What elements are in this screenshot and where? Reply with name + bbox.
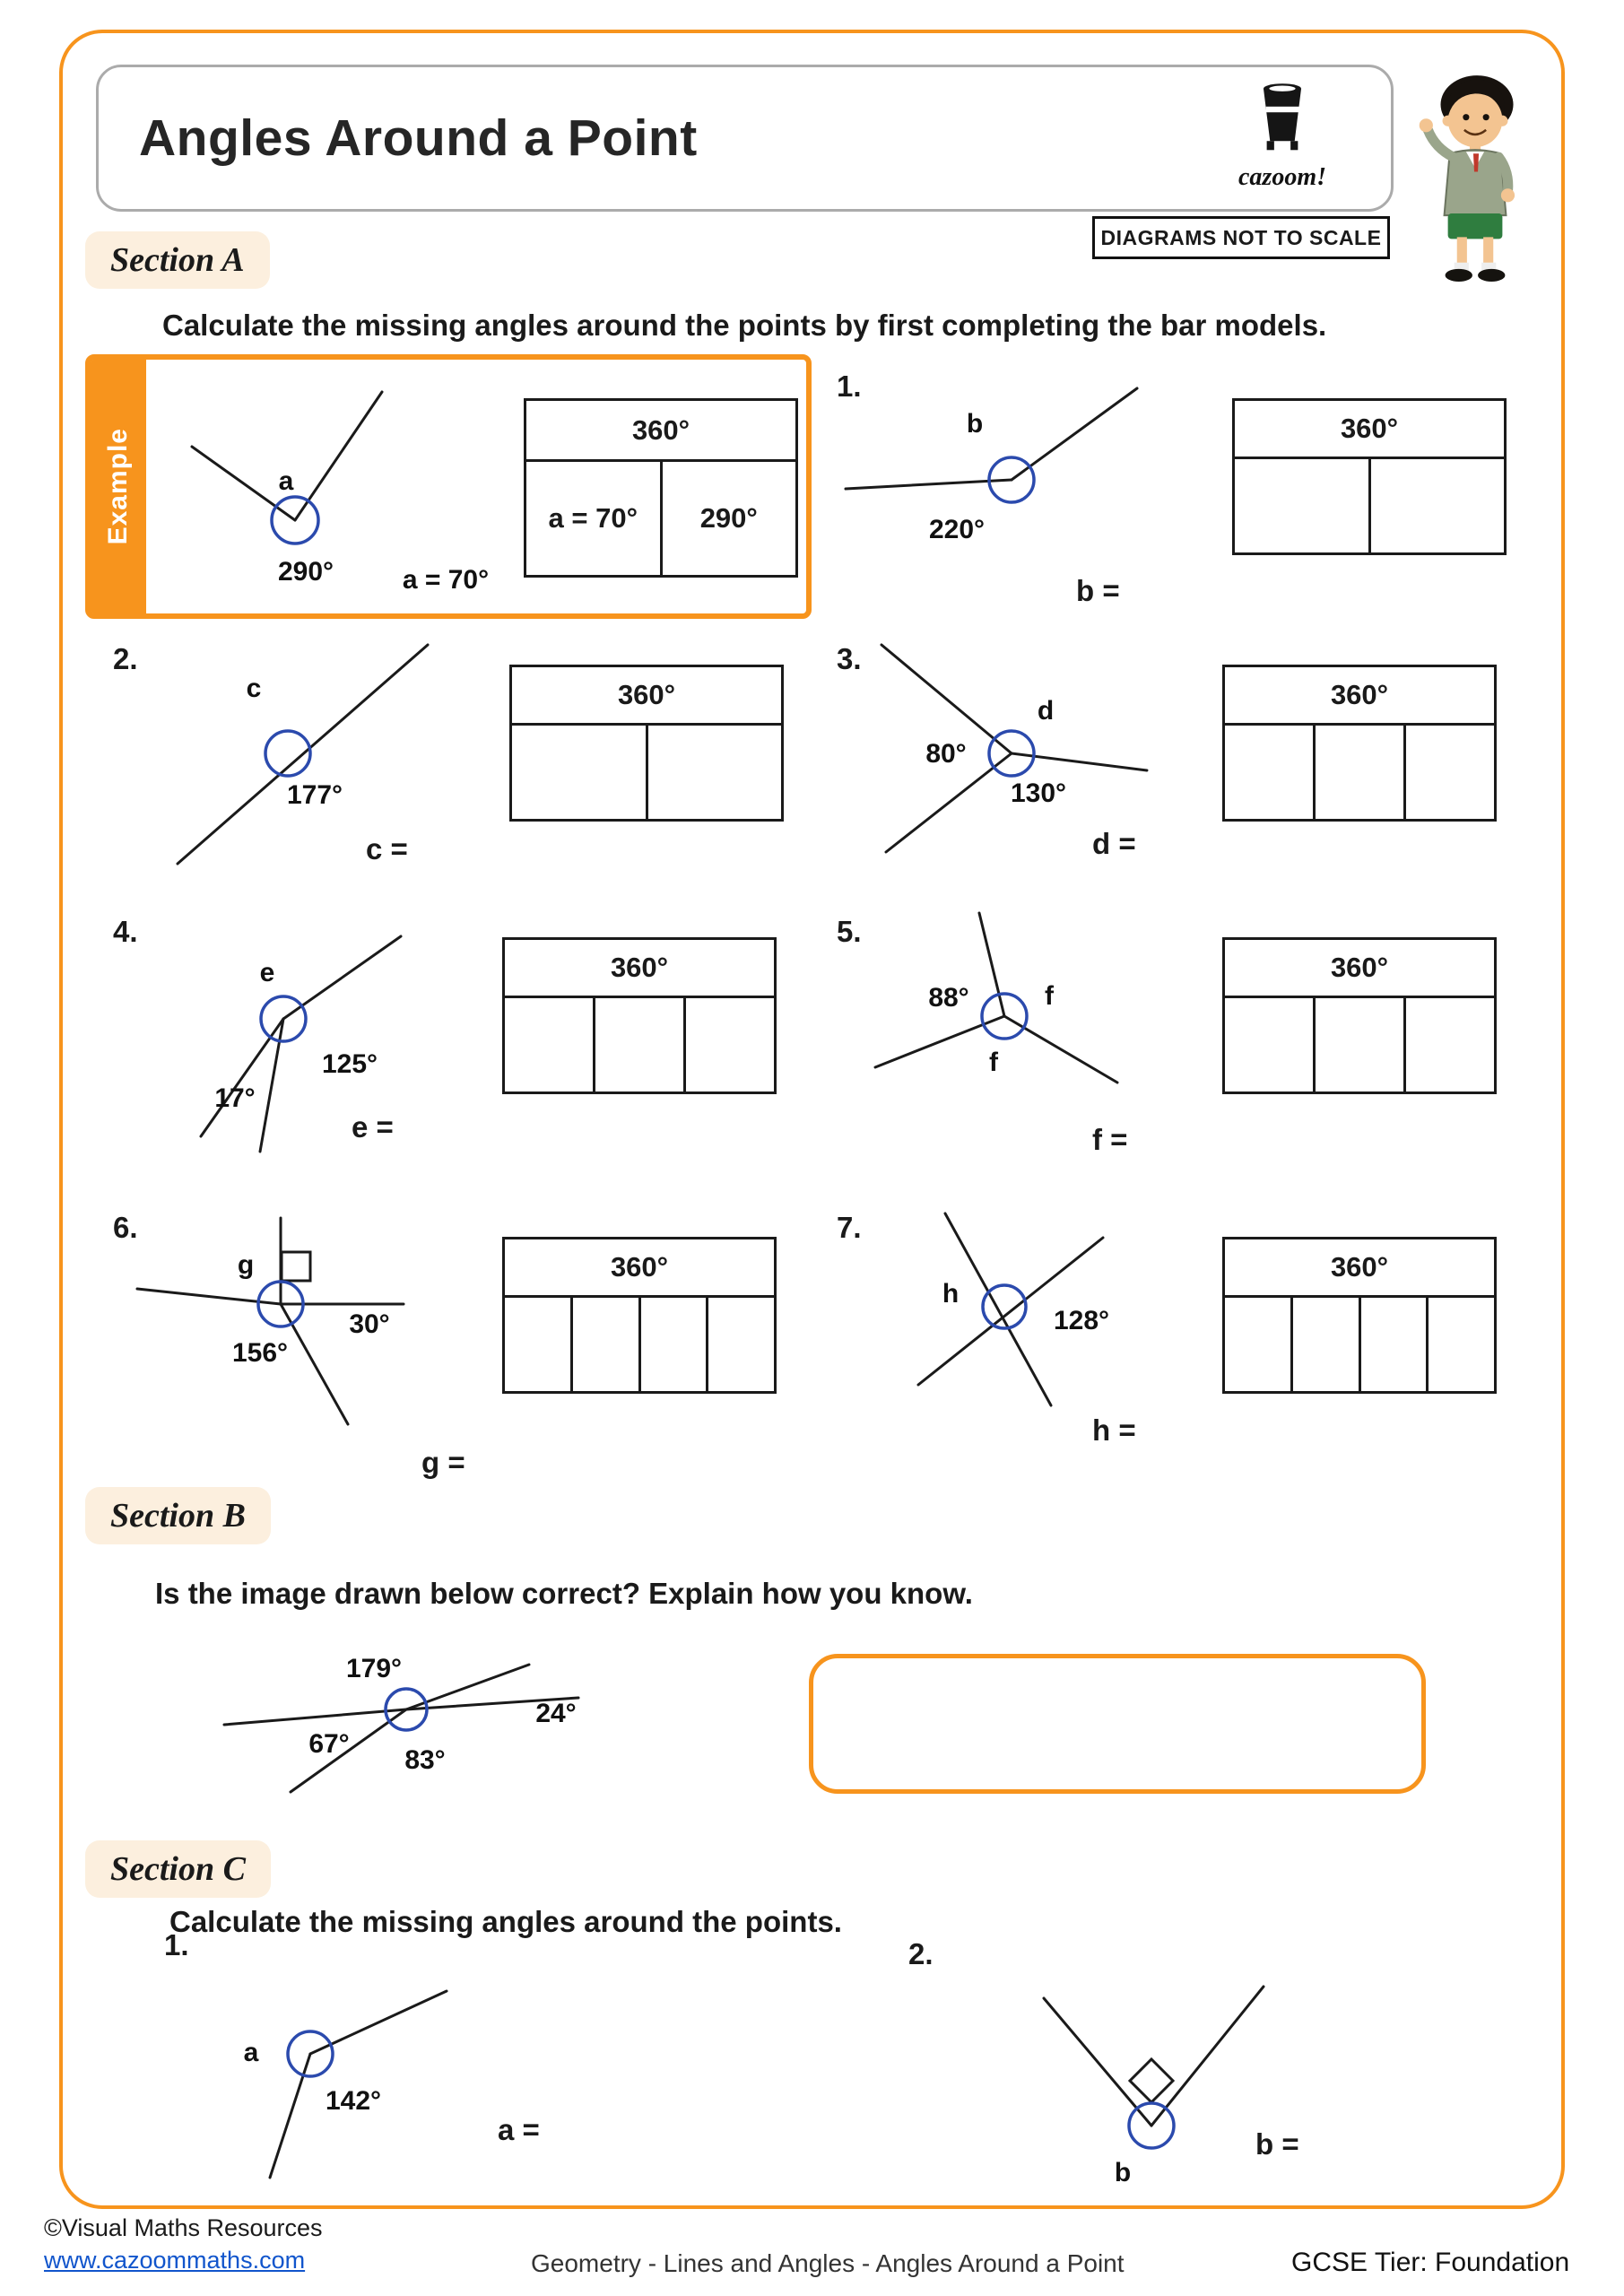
angle-label: 80° <box>925 739 967 769</box>
problem-6-diagram <box>126 1202 502 1462</box>
bar-cell-blank <box>505 998 595 1091</box>
angle-label: a <box>278 466 294 496</box>
bar-cell-blank <box>512 726 648 819</box>
section-a-label: Section A <box>85 231 270 289</box>
example-tab <box>91 360 146 613</box>
problem-7-bar-model <box>1222 1237 1497 1394</box>
bar-total: 360° <box>512 667 781 726</box>
bar-cell-blank <box>1429 1298 1494 1391</box>
section-a-instruction: Calculate the missing angles around the points by first completing the bar models. <box>162 309 1327 342</box>
problem-5-bar-model <box>1222 937 1497 1094</box>
ray-line <box>281 1304 348 1424</box>
bar-cell: 290° <box>699 502 758 534</box>
angle-label: f <box>989 1048 998 1077</box>
problem-2-number: 2. <box>113 642 138 675</box>
angle-label: e <box>259 958 275 987</box>
bar-cell: a = 70° <box>526 462 663 575</box>
section-b-label: Section B <box>85 1487 271 1544</box>
section-c-problem-1-diagram <box>206 1946 529 2179</box>
bar-cell-blank <box>1361 1298 1429 1391</box>
bar-cell-blank <box>641 1298 709 1391</box>
right-angle-marker <box>282 1252 310 1281</box>
bar-total: 360° <box>505 940 774 998</box>
angle-label: 220° <box>928 515 986 544</box>
example-result: a = 70° <box>402 565 490 595</box>
bar-total: 360° <box>505 1239 774 1298</box>
problem-3-bar-model <box>1222 665 1497 822</box>
problem-6-number: 6. <box>113 1211 138 1244</box>
angle-label: 24° <box>535 1699 577 1728</box>
problem-7-diagram <box>879 1193 1238 1435</box>
section-c-problem-1-number: 1. <box>164 1928 189 1961</box>
angle-label: b <box>966 409 984 439</box>
angle-label: b <box>1114 2158 1132 2187</box>
bar-cell-blank <box>1316 998 1406 1091</box>
problem-5-diagram <box>843 888 1202 1139</box>
crossing-line <box>945 1213 1051 1405</box>
problem-5-number: 5. <box>837 915 862 948</box>
problem-3-answer-label: d = <box>1092 827 1136 860</box>
bar-cell-blank <box>1225 998 1316 1091</box>
problem-5-answer-label: f = <box>1092 1123 1128 1156</box>
cazoom-drum-icon <box>1254 80 1311 159</box>
angle-label: h <box>942 1279 960 1309</box>
bar-cell-blank <box>1225 1298 1293 1391</box>
angle-label: 179° <box>345 1654 403 1683</box>
title-box <box>96 65 1394 212</box>
section-c-instruction: Calculate the missing angles around the points. <box>169 1905 842 1938</box>
footer-tier: GCSE Tier: Foundation <box>1291 2248 1570 2277</box>
right-angle-marker <box>1130 2059 1173 2102</box>
problem-1-number: 1. <box>837 370 862 403</box>
ray-line <box>178 645 428 864</box>
ray-line <box>270 2054 310 2178</box>
example-tab-label: Example <box>103 428 133 545</box>
problem-6-answer-label: g = <box>421 1446 465 1479</box>
bar-cell-blank <box>708 1298 774 1391</box>
angle-label: 67° <box>308 1729 350 1759</box>
angle-label: 142° <box>325 2086 382 2116</box>
angle-label: 130° <box>1010 778 1067 808</box>
problem-7-number: 7. <box>837 1211 862 1244</box>
problem-3-diagram <box>852 628 1211 870</box>
angle-label: 290° <box>277 557 334 587</box>
website-link[interactable]: www.cazoommaths.com <box>44 2247 306 2274</box>
bar-cell-blank <box>1293 1298 1361 1391</box>
ray-line <box>1044 1998 1151 2126</box>
angle-label: 17° <box>214 1083 256 1113</box>
bar-total: 360° <box>1225 667 1494 726</box>
bar-cell-blank <box>1316 726 1406 819</box>
angle-label: 30° <box>349 1309 390 1339</box>
angle-label: 88° <box>928 983 969 1013</box>
footer-left <box>44 2212 323 2276</box>
problem-3-number: 3. <box>837 642 862 675</box>
page-title: Angles Around a Point <box>139 109 698 167</box>
bar-total: 360° <box>1225 1239 1494 1298</box>
ray-line <box>875 1016 1004 1067</box>
ray-line <box>979 913 1004 1016</box>
angle-label: 128° <box>1053 1306 1110 1335</box>
angle-label: 177° <box>286 780 343 810</box>
scale-note-badge: DIAGRAMS NOT TO SCALE <box>1092 216 1390 259</box>
bar-total: 360° <box>526 401 795 462</box>
angle-label: d <box>1037 696 1055 726</box>
bar-cell-blank <box>1225 726 1316 819</box>
section-c-problem-2-answer: b = <box>1255 2127 1299 2161</box>
ray-line <box>881 645 1012 753</box>
bar-cell-blank <box>648 726 782 819</box>
angle-label: a <box>243 2038 259 2067</box>
bar-cell-blank <box>686 998 774 1091</box>
bar-cell-blank <box>505 1298 573 1391</box>
section-c-label: Section C <box>85 1840 271 1898</box>
angle-label: 83° <box>404 1745 446 1775</box>
example-angle-diagram <box>143 366 520 617</box>
angle-label: 156° <box>231 1338 289 1368</box>
angle-label: c <box>246 674 262 703</box>
angle-label: f <box>1045 981 1054 1011</box>
bar-cell-blank <box>1406 726 1494 819</box>
mascot-character <box>1402 68 1549 282</box>
problem-4-number: 4. <box>113 915 138 948</box>
problem-2-answer-label: c = <box>366 832 408 865</box>
angle-label: g <box>237 1250 255 1280</box>
angle-label: 125° <box>321 1049 378 1079</box>
problem-4-bar-model <box>502 937 777 1094</box>
problem-7-answer-label: h = <box>1092 1413 1136 1447</box>
ray-line <box>846 480 1012 489</box>
ray-line <box>224 1709 406 1725</box>
problem-1-diagram <box>834 386 1211 592</box>
bar-cell-blank <box>1371 459 1505 552</box>
problem-2-diagram <box>135 628 493 888</box>
bar-total: 360° <box>1225 940 1494 998</box>
bar-cell-blank <box>595 998 686 1091</box>
section-b-answer-box <box>809 1654 1426 1794</box>
ray-line <box>1151 1987 1264 2126</box>
problem-4-answer-label: e = <box>352 1110 394 1144</box>
problem-4-diagram <box>135 906 511 1166</box>
footer-breadcrumb: Geometry - Lines and Angles - Angles Around a Point <box>531 2249 1125 2277</box>
bar-total: 360° <box>1235 401 1504 459</box>
section-b-diagram <box>206 1623 619 1839</box>
section-c-problem-1-answer: a = <box>498 2113 540 2146</box>
problem-2-bar-model <box>509 665 784 822</box>
bar-cell-blank <box>1406 998 1494 1091</box>
bar-cell-blank <box>1235 459 1371 552</box>
cazoom-logo <box>1215 80 1350 192</box>
footer-copyright: ©Visual Maths Resources <box>44 2214 323 2241</box>
problem-1-answer-label: b = <box>1076 574 1120 607</box>
bar-cell-blank <box>573 1298 641 1391</box>
ray-line <box>1004 1016 1117 1083</box>
problem-6-bar-model <box>502 1237 777 1394</box>
example-bar-model <box>524 398 798 578</box>
problem-1-bar-model <box>1232 398 1507 555</box>
section-c-problem-2-number: 2. <box>908 1937 934 1970</box>
logo-text: cazoom! <box>1238 163 1326 191</box>
section-b-instruction: Is the image drawn below correct? Explain how you know. <box>155 1577 973 1610</box>
